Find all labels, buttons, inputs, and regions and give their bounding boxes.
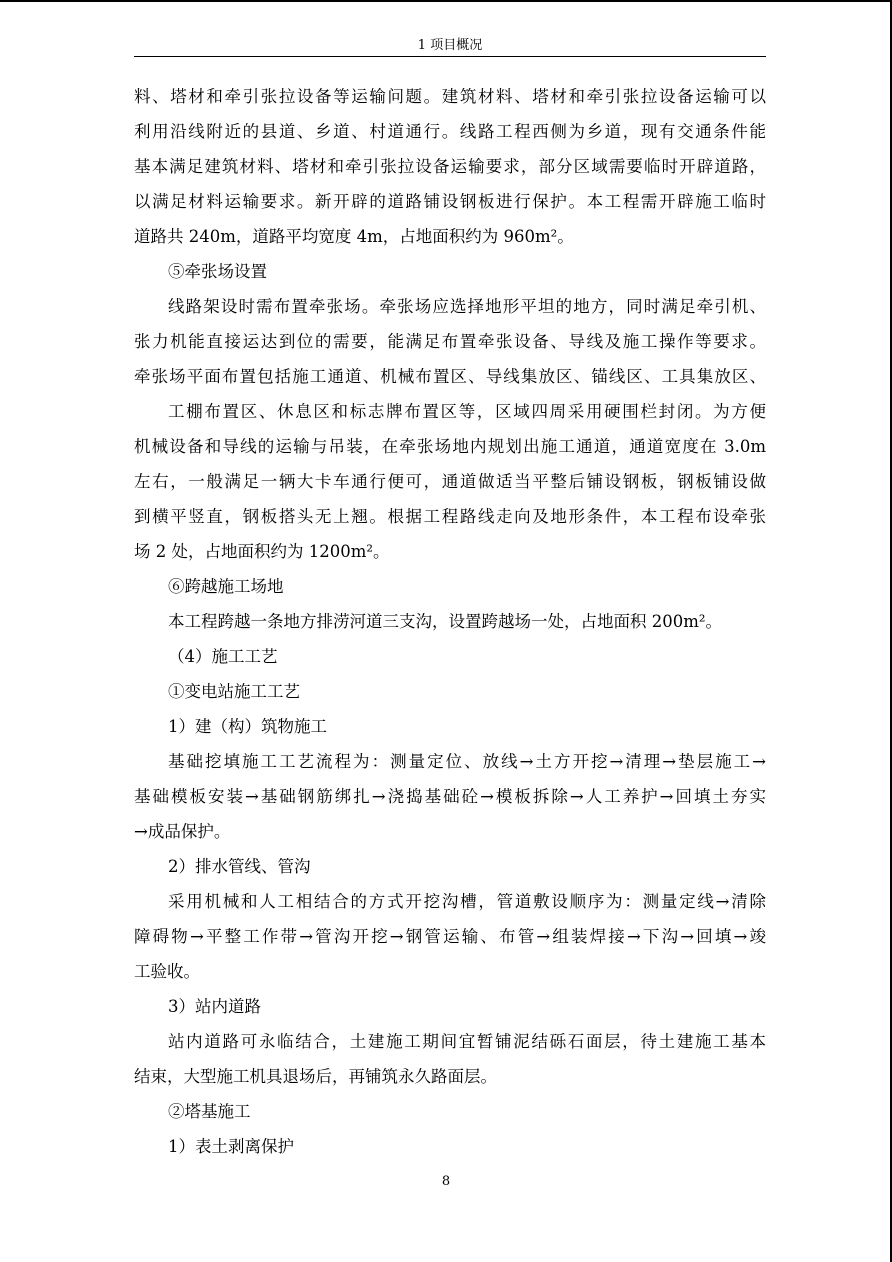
text-line: 左右，一般满足一辆大卡车通行便可，通道做适当平整后铺设钢板，钢板铺设做: [134, 472, 766, 491]
text-line: 1）建（构）筑物施工: [168, 717, 327, 736]
text-line: 3）站内道路: [168, 997, 261, 1016]
text-line: 到横平竖直，钢板搭头无上翘。根据工程路线走向及地形条件，本工程布设牵张: [134, 507, 766, 526]
text-line: ①变电站施工工艺: [168, 682, 300, 701]
text-line: 障碍物→平整工作带→管沟开挖→钢管运输、布管→组装焊接→下沟→回填→竣: [134, 927, 766, 946]
text-line: 工验收。: [134, 962, 200, 981]
document-body: [134, 79, 766, 1164]
text-line: 基本满足建筑材料、塔材和牵引张拉设备运输要求，部分区域需要临时开辟道路，: [134, 157, 766, 176]
text-line: 张力机能直接运达到位的需要，能满足布置牵张设备、导线及施工操作等要求。: [134, 332, 766, 351]
text-line: 2）排水管线、管沟: [168, 857, 311, 876]
text-line: 站内道路可永临结合，土建施工期间宜暂铺泥结砾石面层，待土建施工基本: [168, 1032, 766, 1051]
text-line: （4）施工工艺: [168, 647, 278, 666]
text-line: ⑤牵张场设置: [168, 262, 267, 281]
text-line: 线路架设时需布置牵张场。牵张场应选择地形平坦的地方，同时满足牵引机、: [168, 297, 766, 316]
text-line: 场 2 处，占地面积约为 1200m²。: [134, 542, 390, 561]
text-line: 利用沿线附近的县道、乡道、村道通行。线路工程西侧为乡道，现有交通条件能: [134, 122, 766, 141]
page-number: 8: [441, 1174, 451, 1189]
text-line: 基础模板安装→基础钢筋绑扎→浇捣基础砼→模板拆除→人工养护→回填土夯实: [134, 787, 766, 806]
text-line: 结束，大型施工机具退场后，再铺筑永久路面层。: [134, 1067, 497, 1086]
text-line: 道路共 240m，道路平均宽度 4m，占地面积约为 960m²。: [134, 227, 574, 246]
text-line: 采用机械和人工相结合的方式开挖沟槽，管道敷设顺序为：测量定线→清除: [168, 892, 766, 911]
text-line: 料、塔材和牵引张拉设备等运输问题。建筑材料、塔材和牵引张拉设备运输可以: [134, 87, 766, 106]
text-line: ②塔基施工: [168, 1102, 251, 1121]
header-rule: [134, 56, 766, 57]
text-line: 工棚布置区、休息区和标志牌布置区等，区域四周采用硬围栏封闭。为方便: [168, 402, 766, 421]
text-line: 1）表土剥离保护: [168, 1137, 294, 1156]
text-line: →成品保护。: [134, 822, 231, 841]
text-line: 牵张场平面布置包括施工通道、机械布置区、导线集放区、锚线区、工具集放区、: [134, 367, 766, 386]
text-line: 本工程跨越一条地方排涝河道三支沟，设置跨越场一处，占地面积 200m²。: [168, 612, 722, 631]
text-line: 基础挖填施工工艺流程为：测量定位、放线→土方开挖→清理→垫层施工→: [168, 752, 766, 771]
text-line: 以满足材料运输要求。新开辟的道路铺设钢板进行保护。本工程需开辟施工临时: [134, 192, 766, 211]
text-line: 机械设备和导线的运输与吊装，在牵张场地内规划出施工通道，通道宽度在 3.0m: [134, 437, 766, 456]
running-header: 1 项目概况: [417, 38, 483, 53]
text-line: ⑥跨越施工场地: [168, 577, 284, 596]
page-frame-top: [0, 0, 892, 2]
